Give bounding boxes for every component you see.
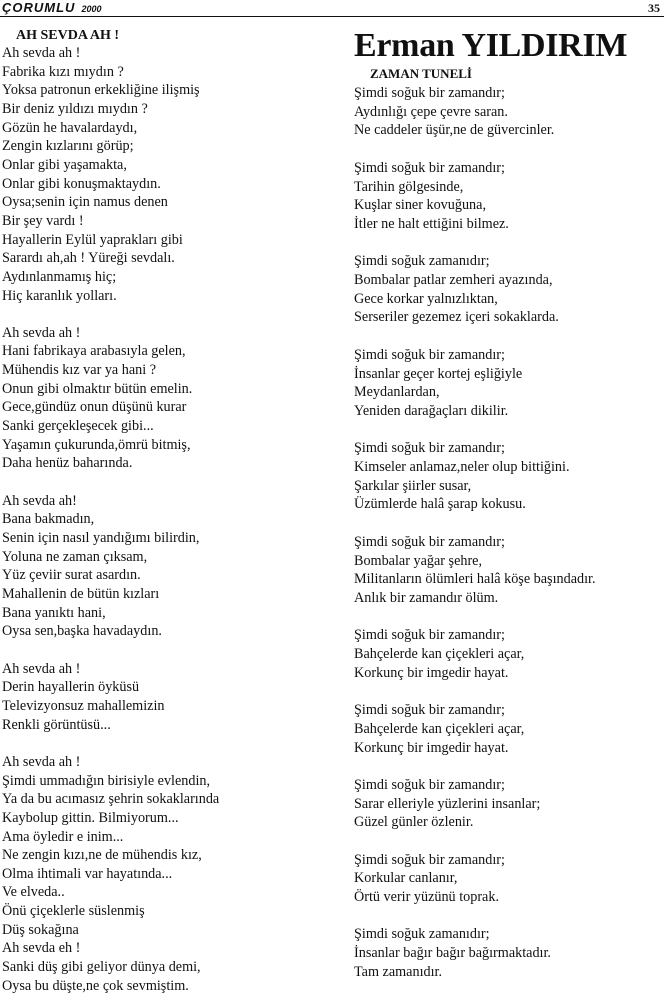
stanza <box>354 159 662 234</box>
stanza <box>354 84 662 140</box>
poem-line: Bombalar patlar zemheri ayazında, <box>354 272 553 288</box>
poem-line: Yeniden darağaçları dikilir. <box>354 402 509 419</box>
stanza-gap <box>354 757 662 776</box>
stanza-gap <box>354 514 662 533</box>
poem-line: Bana bakmadın, <box>2 511 95 528</box>
poem-line: Bana yanıktı hani, <box>2 604 106 621</box>
poem-line: Şimdi soğuk zamanıdır; <box>354 926 490 943</box>
poem-line: Olma ihtimali var hayatında... <box>2 865 173 882</box>
poem-line: Ama öyledir e inim... <box>2 828 124 845</box>
stanza-gap <box>354 608 662 627</box>
poem-line: Gece korkar yalnızlıktan, <box>354 290 498 307</box>
poem-line: Kuşlar siner kovuğuna, <box>354 197 486 214</box>
poem-line: İnsanlar bağır bağır bağırmaktadır. <box>354 945 551 962</box>
stanza <box>354 439 662 514</box>
poem-line: Şimdi soğuk bir zamandır; <box>354 533 505 550</box>
poem-line: Örtü verir yüzünü toprak. <box>354 889 499 906</box>
poem-line: Şimdi soğuk zamanıdır; <box>354 253 490 270</box>
stanza-gap <box>354 421 662 440</box>
poem-line: Önü çiçeklerle süslenmiş <box>2 903 145 920</box>
poem-line: Ya da bu acımasız şehrin sokaklarında <box>2 791 220 808</box>
magazine-year: 2000 <box>81 4 102 14</box>
poem-line: Sanki düş gibi geliyor dünya demi, <box>2 959 201 976</box>
poem-line: Ah sevda eh ! <box>2 940 81 957</box>
poem-line: Yoksa patronun erkekliğine ilişmiş <box>2 82 200 99</box>
stanza <box>2 660 332 735</box>
poem-line: Meydanlardan, <box>354 384 440 401</box>
stanza-gap <box>354 682 662 701</box>
poem-line: Kimseler anlamaz,neler olup bittiğini. <box>354 459 570 475</box>
page-header <box>0 0 664 18</box>
poem-line: Tam zamanıdır. <box>354 963 443 980</box>
poem-line: Daha henüz baharında. <box>2 455 133 472</box>
stanza <box>2 492 332 641</box>
left-poem-body <box>2 44 332 995</box>
poem-line: Senin için nasıl yandığımı bilirdin, <box>2 530 200 547</box>
poem-line: İtler ne halt ettiğini bilmez. <box>354 215 509 232</box>
poem-line: Hani fabrikaya arabasıyla gelen, <box>2 343 186 360</box>
poem-line: Oysa;senin için namus denen <box>2 194 168 211</box>
magazine-name <box>2 0 101 17</box>
poem-line: Zengin kızlarını görüp; <box>2 138 134 155</box>
poem-line: Bir şey vardı ! <box>2 212 84 229</box>
poem-line: Fabrika kızı mıydın ? <box>2 63 124 80</box>
stanza <box>354 252 662 327</box>
poem-line: Yaşamın çukurunda,ömrü bitmiş, <box>2 436 191 453</box>
poem-line: Serseriler gezemez içeri sokaklarda. <box>354 309 559 326</box>
page-number: 35 <box>648 1 660 15</box>
poem-line: Yüz çeviir surat asardın. <box>2 567 141 584</box>
stanza <box>2 44 332 305</box>
poem-line: Oysa bu düşte,ne çok sevmiştim. <box>2 977 189 994</box>
header-rule <box>0 16 664 17</box>
right-poem-body <box>354 84 662 982</box>
poem-line: Şimdi soğuk bir zamandır; <box>354 851 505 868</box>
poem-line: Korkunç bir imgedir hayat. <box>354 664 509 681</box>
poem-line: Hiç karanlık yolları. <box>2 287 117 304</box>
poem-line: Sanki gerçekleşecek gibi... <box>2 418 154 435</box>
poem-line: Şimdi soğuk bir zamandır; <box>354 702 505 719</box>
stanza <box>354 925 662 981</box>
poem-line: Mühendis kız var ya hani ? <box>2 362 157 379</box>
poem-line: Gözün he havalardaydı, <box>2 119 138 136</box>
stanza <box>354 776 662 832</box>
poem-line: Şimdi soğuk bir zamandır; <box>354 627 505 644</box>
poem-line: Ve elveda.. <box>2 884 65 901</box>
poem-line: Onlar gibi konuşmaktaydın. <box>2 175 161 192</box>
poem-line: Ah sevda ah! <box>2 492 77 509</box>
poem-line: Ah sevda ah ! <box>2 324 81 341</box>
stanza-gap <box>354 327 662 346</box>
poem-line: Ah sevda ah ! <box>2 45 81 61</box>
poem-line: Ne zengin kızı,ne de mühendis kız, <box>2 847 202 864</box>
poem-line: Anlık bir zamandır ölüm. <box>354 589 499 606</box>
poem-line: Sarar elleriyle yüzlerini insanlar; <box>354 795 541 812</box>
stanza <box>354 701 662 757</box>
poem-line: Şarkılar şiirler susar, <box>354 477 472 494</box>
stanza-gap <box>354 832 662 851</box>
stanza <box>354 346 662 421</box>
stanza <box>354 851 662 907</box>
stanza <box>354 626 662 682</box>
poem-line: Sarardı ah,ah ! Yüreği sevdalı. <box>2 250 175 267</box>
poem-line: Bir deniz yıldızı mıydın ? <box>2 100 148 117</box>
poem-line: Şimdi soğuk bir zamandır; <box>354 776 505 793</box>
poem-line: Onun gibi olmaktır bütün emelin. <box>2 380 193 397</box>
poem-line: İnsanlar geçer kortej eşliğiyle <box>354 365 523 382</box>
poem-line: Şimdi soğuk bir zamandır; <box>354 440 505 457</box>
poem-line: Gece,gündüz onun düşünü kurar <box>2 399 187 416</box>
poem-line: Güzel günler özlenir. <box>354 814 474 831</box>
stanza-gap <box>2 473 332 492</box>
poem-line: Derin hayallerin öyküsü <box>2 679 140 696</box>
stanza <box>2 324 332 473</box>
stanza-gap <box>2 734 332 753</box>
poem-line: Oysa sen,başka havadaydın. <box>2 623 162 640</box>
stanza <box>2 753 332 995</box>
poem-line: Şimdi soğuk bir zamandır; <box>354 159 505 176</box>
stanza-gap <box>354 234 662 253</box>
left-column <box>2 28 332 995</box>
poem-line: Renkli görüntüsü... <box>2 716 111 733</box>
right-poem-title: ZAMAN TUNELİ <box>370 66 472 81</box>
stanza <box>354 533 662 608</box>
poem-line: Bahçelerde kan çiçekleri açar, <box>354 646 525 662</box>
stanza-gap <box>2 641 332 660</box>
poem-line: Yoluna ne zaman çıksam, <box>2 548 148 565</box>
poem-line: Hayallerin Eylül yaprakları gibi <box>2 231 183 248</box>
poem-line: Militanların ölümleri halâ köşe başındadır. <box>354 571 596 588</box>
poem-line: Mahallenin de bütün kızları <box>2 586 160 602</box>
stanza-gap <box>354 140 662 159</box>
poem-line: Düş sokağına <box>2 921 79 938</box>
poem-line: Korkular canlanır, <box>354 870 458 887</box>
poem-line: Bombalar yağar şehre, <box>354 552 483 569</box>
magazine-title: ÇORUMLU <box>2 0 76 15</box>
poem-line: Bahçelerde kan çiçekleri açar, <box>354 720 525 737</box>
poem-line: Aydınlığı çepe çevre saran. <box>354 103 508 120</box>
stanza-gap <box>2 305 332 324</box>
poem-line: Ne caddeler üşür,ne de güvercinler. <box>354 122 555 139</box>
poem-line: Aydınlanmamış hiç; <box>2 268 117 285</box>
poem-line: Şimdi soğuk bir zamandır; <box>354 346 505 363</box>
poem-line: Şimdi ummadığın birisiyle evlendin, <box>2 772 211 789</box>
poem-line: Kaybolup gittin. Bilmiyorum... <box>2 809 179 826</box>
poem-line: Onlar gibi yaşamakta, <box>2 156 127 173</box>
right-column <box>354 28 662 982</box>
left-poem-title: AH SEVDA AH ! <box>16 28 120 43</box>
stanza-gap <box>354 907 662 926</box>
poem-line: Televizyonsuz mahallemizin <box>2 697 165 714</box>
poem-line: Tarihin gölgesinde, <box>354 178 464 195</box>
poem-line: Ah sevda ah ! <box>2 753 81 770</box>
poem-line: Ah sevda ah ! <box>2 660 81 677</box>
poem-line: Üzümlerde halâ şarap kokusu. <box>354 496 526 513</box>
author-name: Erman YILDIRIM <box>354 27 628 64</box>
poem-line: Şimdi soğuk bir zamandır; <box>354 85 505 101</box>
poem-line: Korkunç bir imgedir hayat. <box>354 739 509 756</box>
